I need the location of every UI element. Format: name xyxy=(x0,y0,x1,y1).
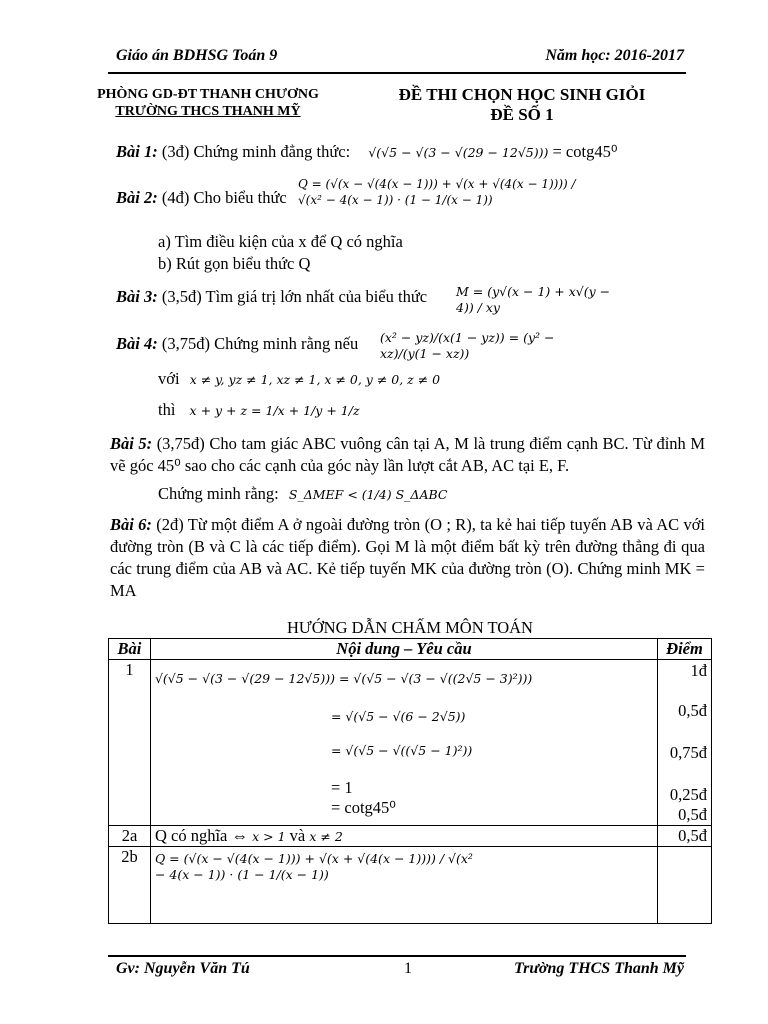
footer-left: Gv: Nguyễn Văn Tú xyxy=(116,960,250,977)
table-row xyxy=(109,660,712,826)
row-score xyxy=(658,847,712,924)
footer-right: Trường THCS Thanh Mỹ xyxy=(513,960,684,977)
header-content: Nội dung – Yêu cầu xyxy=(150,639,657,660)
row-score: 0,5đ xyxy=(658,826,712,847)
table-row xyxy=(109,847,712,924)
problem-3-label: Bài 3: xyxy=(116,287,158,306)
row-bai: 2b xyxy=(109,847,151,924)
problem-4-then-expr: x + y + z = 1/x + 1/y + 1/z xyxy=(189,403,360,418)
org-school: TRƯỜNG THCS THANH MỸ xyxy=(115,104,301,119)
row-2a-text: Q có nghĩa ⇔ xyxy=(154,826,248,845)
header-bai: Bài xyxy=(109,639,151,660)
row-content xyxy=(150,826,657,847)
problem-6-label: Bài 6: xyxy=(110,515,152,534)
row-2b-expr: Q = (√(x − √(4(x − 1))) + √(x + √(4(x − 1)))) / √(x² − 4(x − 1)) · (1 − 1/(x − 1)) xyxy=(154,851,473,882)
problem-5-text: (3,75đ) Cho tam giác ABC vuông cân tại A, M là trung điểm cạnh BC. Từ đỉnh M vẽ góc 45⁰ sao cho các cạnh của góc này lần lượt cắt AB, AC tại E, F. xyxy=(110,434,705,475)
row-content xyxy=(150,847,657,924)
problem-4-with-label: với xyxy=(158,369,180,388)
row-2a-cond-1: x > 1 xyxy=(252,829,286,844)
problem-4-with xyxy=(158,369,440,389)
score-4: 0,25đ xyxy=(669,785,707,804)
step-3: = √(√5 − √((√5 − 1)²)) xyxy=(330,743,473,758)
problem-4-label: Bài 4: xyxy=(116,334,158,353)
problem-5-prove-label: Chứng minh rằng: xyxy=(158,484,279,503)
problem-4-then-label: thì xyxy=(158,400,176,419)
problem-2 xyxy=(116,188,287,208)
row-bai: 2a xyxy=(109,826,151,847)
score-5: 0,5đ xyxy=(678,805,707,824)
problem-1-text: (3đ) Chứng minh đẳng thức: xyxy=(161,142,351,161)
row-content xyxy=(150,660,657,826)
step-2: = √(√5 − √(6 − 2√5)) xyxy=(330,709,466,724)
problem-4-text: (3,75đ) Chứng minh rằng nếu xyxy=(161,334,359,353)
row-2a-and: và xyxy=(289,826,306,845)
problem-1-rhs: = cotg45⁰ xyxy=(552,142,618,161)
header-score: Điểm xyxy=(658,639,712,660)
org-block xyxy=(78,86,338,120)
score-2: 0,5đ xyxy=(678,701,707,720)
problem-6-text: (2đ) Từ một điểm A ở ngoài đường tròn (O ; R), ta kẻ hai tiếp tuyến AB và AC với đường tròn (B và C là các tiếp điểm). Gọi M là một điểm bất kỳ trên đường thẳng đi qua các trung điểm của AB và AC. Kẻ tiếp tuyến MK của đường tròn (O). Chứng minh MK = MA xyxy=(110,515,706,600)
problem-5-expr: S_ΔMEF < (1/4) S_ΔABC xyxy=(288,487,448,502)
table-header-row xyxy=(109,639,712,660)
step-4: = 1 xyxy=(330,778,353,797)
score-1: 1đ xyxy=(690,661,707,680)
grading-table xyxy=(108,638,712,924)
problem-6 xyxy=(110,514,705,602)
page-number: 1 xyxy=(404,960,412,977)
problem-2b: b) Rút gọn biểu thức Q xyxy=(158,254,311,273)
problem-3-text: (3,5đ) Tìm giá trị lớn nhất của biểu thức xyxy=(161,287,428,306)
step-1: √(√5 − √(3 − √(29 − 12√5))) = √(√5 − √(3 − √((2√5 − 3)²))) xyxy=(154,671,533,686)
problem-1-expr: √(√5 − √(3 − √(29 − 12√5))) xyxy=(368,145,549,160)
row-2a-cond-2: x ≠ 2 xyxy=(309,829,343,844)
org-department: PHÒNG GD-ĐT THANH CHƯƠNG xyxy=(97,87,319,102)
problem-3 xyxy=(116,287,427,307)
problem-2-expr: Q = (√(x − √(4(x − 1))) + √(x + √(4(x − 1)))) / √(x² − 4(x − 1)) · (1 − 1/(x − 1)) xyxy=(298,177,576,207)
guide-title: HƯỚNG DẪN CHẤM MÔN TOÁN xyxy=(287,618,533,637)
exam-title: ĐỀ THI CHỌN HỌC SINH GIỎI xyxy=(398,85,646,104)
problem-4-then xyxy=(158,400,360,420)
problem-5-label: Bài 5: xyxy=(110,434,153,453)
header-rule xyxy=(108,72,686,74)
row-scores xyxy=(658,660,712,826)
problem-1 xyxy=(116,142,617,162)
step-5: = cotg45⁰ xyxy=(330,798,396,817)
footer-rule xyxy=(108,955,686,957)
problem-5-prove xyxy=(158,484,447,504)
header-left: Giáo án BDHSG Toán 9 xyxy=(116,47,278,64)
exam-subtitle: ĐỀ SỐ 1 xyxy=(490,105,554,124)
problem-2-label: Bài 2: xyxy=(116,188,158,207)
problem-2a: a) Tìm điều kiện của x để Q có nghĩa xyxy=(158,232,403,251)
header-right: Năm học: 2016-2017 xyxy=(545,47,684,64)
problem-5 xyxy=(110,433,705,477)
score-3: 0,75đ xyxy=(669,743,707,762)
problem-2-text: (4đ) Cho biểu thức xyxy=(161,188,287,207)
problem-4-expr: (x² − yz)/(x(1 − yz)) = (y² − xz)/(y(1 − xz)) xyxy=(380,330,555,361)
table-row xyxy=(109,826,712,847)
problem-3-expr: M = (y√(x − 1) + x√(y − 4)) / xy xyxy=(456,284,611,315)
problem-4-with-expr: x ≠ y, yz ≠ 1, xz ≠ 1, x ≠ 0, y ≠ 0, z ≠ 0 xyxy=(189,372,441,387)
problem-1-label: Bài 1: xyxy=(116,142,158,161)
row-bai: 1 xyxy=(109,660,151,826)
problem-2-parts xyxy=(158,231,403,275)
problem-4 xyxy=(116,334,358,354)
exam-title-block xyxy=(372,85,672,125)
